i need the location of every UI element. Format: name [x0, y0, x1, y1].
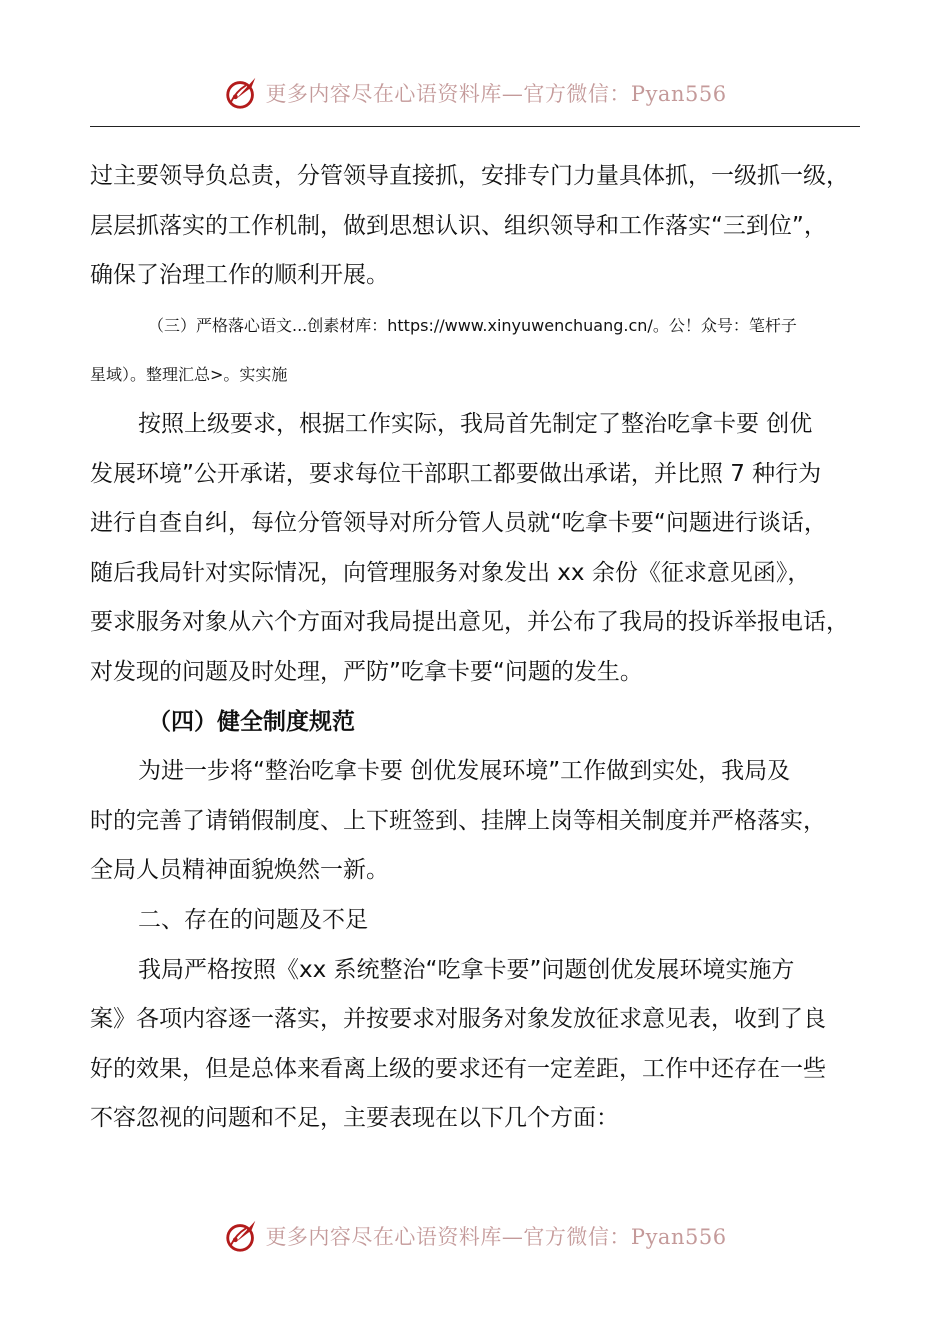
paragraph-line: 案》各项内容逐一落实，并按要求对服务对象发放征求意见表，收到了良: [90, 1006, 826, 1033]
paragraph-line: 确保了治理工作的顺利开展。: [90, 262, 389, 289]
paragraph-line: 我局严格按照《xx 系统整治“吃拿卡要”问题创优发展环境实施方: [138, 956, 795, 983]
footer-banner: [0, 1214, 950, 1258]
paragraph-line: 好的效果，但是总体来看离上级的要求还有一定差距，工作中还存在一些: [90, 1055, 826, 1082]
paragraph-line: 按照上级要求，根据工作实际，我局首先制定了整治吃拿卡要 创优: [138, 410, 813, 437]
paragraph-line: 不容忽视的问题和不足，主要表现在以下几个方面：: [90, 1105, 619, 1132]
quill-pen-logo-icon: [223, 1217, 261, 1255]
header-divider: [90, 126, 860, 127]
header-banner-text: 更多内容尽在心语资料库—官方微信：Pyan556: [265, 82, 727, 106]
section-two-heading: 二、存在的问题及不足: [138, 906, 368, 933]
document-body: [90, 152, 870, 1144]
paragraph-line: 为进一步将“整治吃拿卡要 创优发展环境”工作做到实处，我局及: [138, 758, 791, 785]
section-four-heading: （四）健全制度规范: [148, 708, 355, 735]
footer-banner-text: 更多内容尽在心语资料库—官方微信：Pyan556: [265, 1225, 727, 1249]
paragraph-line: 过主要领导负总责，分管领导直接抓，安排专门力量具体抓，一级抓一级，: [90, 163, 849, 189]
paragraph-line: 随后我局针对实际情况，向管理服务对象发出 xx 余份《征求意见函》，: [90, 559, 811, 586]
paragraph-line: 要求服务对象从六个方面对我局提出意见，并公布了我局的投诉举报电话，: [90, 609, 849, 636]
paragraph-line: 时的完善了请销假制度、上下班签到、挂牌上岗等相关制度并严格落实，: [90, 807, 826, 834]
section-three-heading-line: 星域）。整理汇总>。实实施: [90, 365, 288, 385]
paragraph-line: 进行自查自纠，每位分管领导对所分管人员就“吃拿卡要“问题进行谈话，: [90, 510, 827, 537]
paragraph-line: 层层抓落实的工作机制，做到思想认识、组织领导和工作落实“三到位”，: [90, 212, 827, 239]
paragraph-line: 发展环境”公开承诺，要求每位干部职工都要做出承诺，并比照 7 种行为: [90, 460, 822, 487]
paragraph-line: 对发现的问题及时处理，严防”吃拿卡要“问题的发生。: [90, 658, 643, 685]
header-banner: [0, 71, 950, 115]
quill-pen-logo-icon: [223, 74, 261, 112]
section-three-heading-line: （三）严格落心语文...创素材库：https://www.xinyuwenchuang.cn/。公！众号：笔杆子: [148, 315, 797, 335]
paragraph-line: 全局人员精神面貌焕然一新。: [90, 857, 389, 884]
